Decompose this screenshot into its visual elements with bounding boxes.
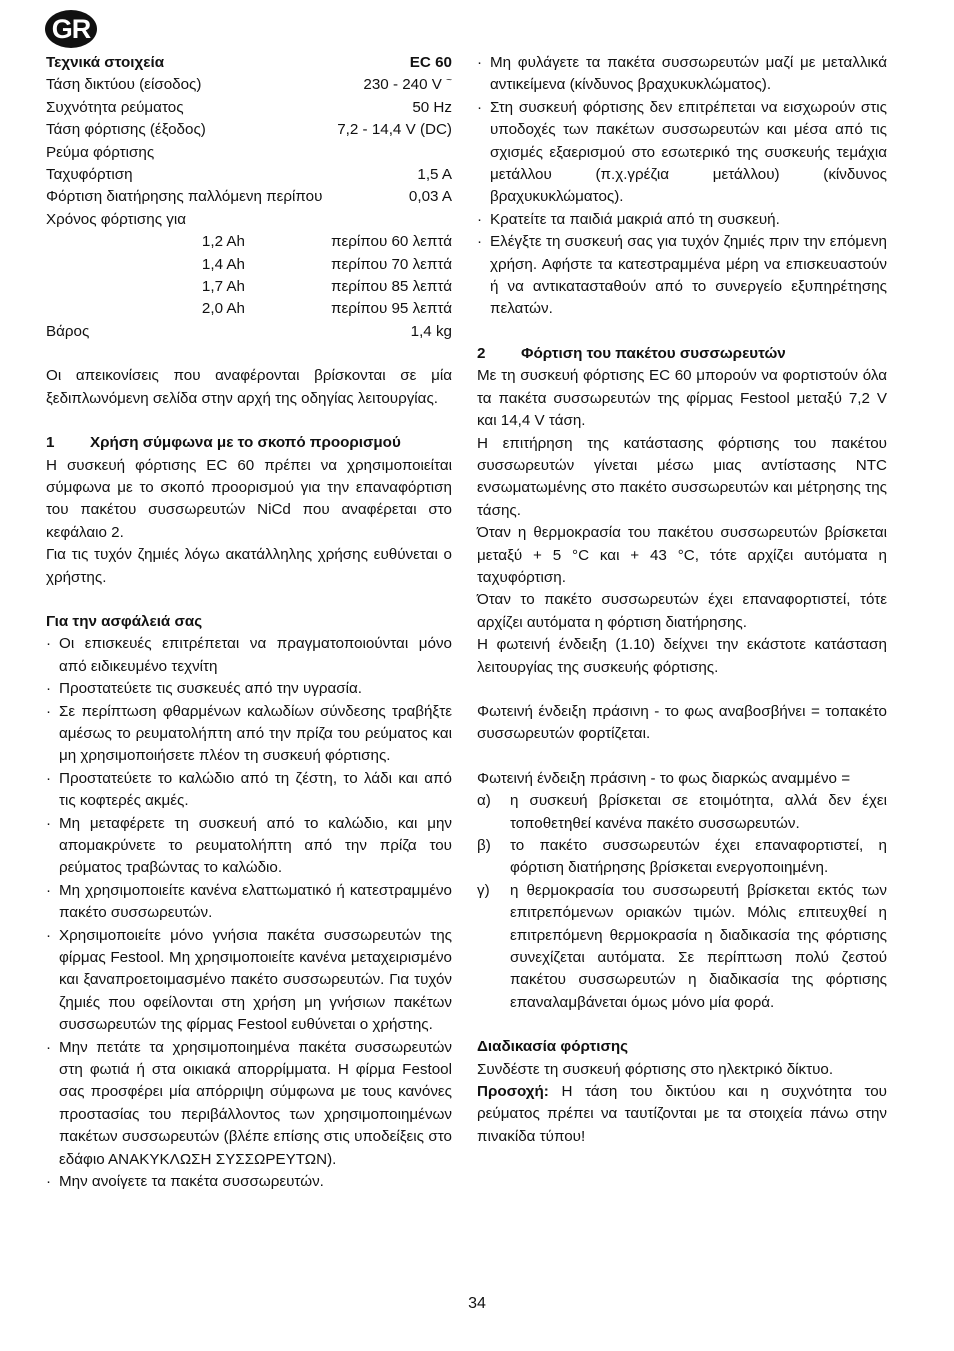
section-1-heading <box>46 432 452 454</box>
safety-item: · Προστατεύετε τις συσκευές από την υγρασία. <box>46 680 363 698</box>
charge-time: περίπου 95 λεπτά <box>330 300 452 318</box>
spec-value: 50 Hz <box>412 98 452 116</box>
charge-time: περίπου 70 λεπτά <box>330 255 452 273</box>
safety-item: · Μην ανοίγετε τα πακέτα συσσωρευτών. <box>46 1173 324 1191</box>
safety-item: · Ελέγξτε τη συσκευή σας για τυχόν ζημιές πριν την επόμενη χρήση. Αφήστε τα κατεστραμμένα μέρη να επισκευαστούν ή να αντικατασταθούν από το συνεργείο εξυπηρέτησης πελατών. <box>477 233 887 318</box>
charge-time-row <box>46 276 452 298</box>
section-title: Χρήση σύμφωνα με το σκοπό προορισμού <box>90 434 401 452</box>
capacity: 2,0 Ah <box>201 300 245 318</box>
spec-label: Ταχυφόρτιση <box>46 166 133 184</box>
spec-row <box>46 186 452 208</box>
spec-value: 7,2 - 14,4 V (DC) <box>337 121 452 139</box>
spec-row <box>46 209 452 231</box>
section-number: 1 <box>46 434 55 452</box>
spec-row <box>46 97 452 119</box>
capacity: 1,4 Ah <box>201 255 245 273</box>
capacity: 1,2 Ah <box>201 233 245 251</box>
charge-time: περίπου 85 λεπτά <box>330 278 452 296</box>
section-number: 2 <box>477 344 486 362</box>
list-item: α) η συσκευή βρίσκεται σε ετοιμότητα, αλλά δεν έχει τοποθετηθεί κανένα πακέτο συσσωρευτών. <box>477 792 887 832</box>
safety-item: · Οι επισκευές επιτρέπεται να πραγματοποιούνται μόνο από ειδικευμένο τεχνίτη <box>46 635 452 675</box>
indicator-steady: Φωτεινή ένδειξη πράσινη - το φως διαρκώς αναμμένο = <box>477 769 851 787</box>
safety-item: · Μη χρησιμοποιείτε κανένα ελαττωματικό ή κατεστραμμένο πακέτο συσσωρευτών. <box>46 881 452 922</box>
charge-time-row <box>46 231 452 253</box>
section-2-paragraph: Με τη συσκευή φόρτισης EC 60 μπορούν να φορτιστούν όλα τα πακέτα συσσωρευτών της φίρμας Festool μεταξύ 7,2 V και 14,4 V τάση. <box>477 367 887 430</box>
attention-label: Προσοχή: <box>477 1083 549 1101</box>
safety-item: · Προστατεύετε το καλώδιο από τη ζέστη, το λάδι και από τις κοφτερές ακμές. <box>46 769 452 810</box>
spec-row <box>46 142 452 164</box>
spec-label: Τάση φόρτισης (έξοδος) <box>46 121 206 139</box>
specs-model: EC 60 <box>409 54 452 71</box>
spec-label: Φόρτιση διατήρησης παλλόμενη περίπου <box>46 188 323 206</box>
left-column <box>46 52 452 1194</box>
section-1-paragraph: Για τις τυχόν ζημιές λόγω ακατάλληλης χρήσης ευθύνεται ο χρήστης. <box>46 546 452 586</box>
section-2-paragraph: Όταν η θερμοκρασία του πακέτου συσσωρευτών βρίσκεται μεταξύ + 5 °C και + 43 °C, τότε αρχίζει αυτόματα η ταχυφόρτιση. <box>477 524 887 586</box>
spec-value: 230 - 240 V ~ <box>363 75 452 94</box>
spec-value: 0,03 A <box>408 188 452 206</box>
safety-item: · Μη μεταφέρετε τη συσκευή από το καλώδιο, και μην απομακρύνετε το ρευματολήπτη από την πρίζα του ρεύματος τραβώντας το καλώδιο. <box>46 814 452 877</box>
spec-label: Συχνότητα ρεύματος <box>46 98 184 116</box>
spec-value: 1,5 A <box>417 166 452 184</box>
page-number: 34 <box>468 1295 486 1312</box>
spec-row <box>46 164 452 186</box>
safety-item: · Κρατείτε τα παιδιά μακριά από τη συσκευή. <box>477 210 780 228</box>
charge-time-row <box>46 254 452 276</box>
weight-label: Βάρος <box>46 322 90 340</box>
section-2-heading <box>477 343 887 365</box>
ac-symbol: ~ <box>446 75 452 87</box>
charge-time: περίπου 60 λεπτά <box>330 233 452 251</box>
list-item: β) το πακέτο συσσωρευτών έχει επαναφορτιστεί, η φόρτιση διατήρησης βρίσκεται ενεργοποιημένη. <box>477 837 887 877</box>
list-item: γ) η θερμοκρασία του συσσωρευτή βρίσκεται εκτός των επιτρεπόμενων οριακών τιμών. Μόλις επιτευχθεί η επιτρεπόμενη θερμοκρασία η διαδικασία της φόρτισης συνεχίζεται αυτόματα. Σε περίπτωση πολύ ζεστού πακέτου συσσωρευτών η διαδικασία της φόρτισης επαναλαμβάνεται όμως μόνο μία φορά. <box>477 881 887 1011</box>
attention-note <box>477 1081 887 1148</box>
safety-item: · Χρησιμοποιείτε μόνο γνήσια πακέτα συσσωρευτών της φίρμας Festool. Μη χρησιμοποιείτε κανένα μεταχειρισμένο και ξαναπροετοιμασμένο πακέτο συσσωρευτών. Για τυχόν ζημιές που οφείλονται στη χρήση μη γνήσιων πακέτων συσσωρευτών της φίρμας Festool ευθύνεται ο χρήστης. <box>46 926 452 1034</box>
weight-value: 1,4 kg <box>410 322 452 340</box>
weight-row <box>46 321 452 343</box>
specs-title: Τεχνικά στοιχεία <box>46 54 165 71</box>
spec-label: Ρεύμα φόρτισης <box>46 143 155 161</box>
section-1-paragraph: Η συσκευή φόρτισης EC 60 πρέπει να χρησιμοποιείται σύμφωνα με το σκοπό προορισμού για την επαναφόρτιση του πακέτου συσσωρευτών NiCd που αναφέρεται στο κεφάλαιο 2. <box>46 456 452 541</box>
section-title: Φόρτιση του πακέτου συσσωρευτών <box>521 344 786 362</box>
safety-item: · Μη φυλάγετε τα πακέτα συσσωρευτών μαζί με μεταλλικά αντικείμενα (κίνδυνος βραχυκυκλώματος). <box>477 54 887 94</box>
procedure-heading: Διαδικασία φόρτισης <box>477 1038 629 1056</box>
spec-row <box>46 74 452 96</box>
intro-paragraph: Οι απεικονίσεις που αναφέρονται βρίσκονται σε μία ξεδιπλωνόμενη σελίδα στην αρχή της οδηγίας λειτουργίας. <box>46 367 452 407</box>
capacity: 1,7 Ah <box>201 278 245 296</box>
section-2-paragraph: Όταν το πακέτο συσσωρευτών έχει επαναφορτιστεί, τότε αρχίζει αυτόματα η φόρτιση διατήρησης. <box>477 591 887 631</box>
safety-item: · Σε περίπτωση φθαρμένων καλωδίων σύνδεσης τραβήξτε αμέσως το ρευματολήπτη από την πρίζα του ρεύματος και μη χρησιμοποιήσετε πλέον τη συσκευή φόρτισης. <box>46 702 452 765</box>
safety-item: · Στη συσκευή φόρτισης δεν επιτρέπεται να εισχωρούν στις υποδοχές των πακέτων συσσωρευτών και μέσα από τις σχισμές εξαερισμού στο εσωτερικό της συσκευής τεμάχια μετάλλου (π.χ.γρέζια μετάλλου) (κίνδυνος βραχυκυκλώματος). <box>477 98 887 206</box>
charge-time-row <box>46 298 452 320</box>
language-badge: GR <box>45 10 97 48</box>
attention-text: Η τάση του δικτύου και η συχνότητα του ρεύματος πρέπει να ταυτίζονται με τα στοιχεία πάνω στην πινακίδα τύπου! <box>477 1083 887 1145</box>
specs-header <box>46 52 452 74</box>
indicator-blinking: Φωτεινή ένδειξη πράσινη - το φως αναβοσβήνει = τοπακέτο συσσωρευτών φορτίζεται. <box>477 702 887 743</box>
section-2-paragraph: Η επιτήρηση της κατάστασης φόρτισης του πακέτου συσσωρευτών γίνεται μέσω μιας αντίστασης NTC ενσωματωμένης στο πακέτο συσσωρευτών και μέτρησης της τάσης. <box>477 434 887 519</box>
safety-item: · Μην πετάτε τα χρησιμοποιημένα πακέτα συσσωρευτών στη φωτιά ή στα οικιακά απορρίμματα. Η φίρμα Festool σας προσφέρει μία απόρριψη σύμφωνα με τους κανόνες προστασίας του περιβάλλοντος των χρησιμοποιημένων πακέτων συσσωρευτών (βλέπε επίσης στις υποδείξεις στο εδάφιο ΑΝΑΚΥΚΛΩΣΗ ΣΥΣΣΩΡΕΥΤΩΝ). <box>46 1038 452 1168</box>
spec-label: Τάση δικτύου (είσοδος) <box>46 76 202 94</box>
procedure-paragraph: Συνδέστε τη συσκευή φόρτισης στο ηλεκτρικό δίκτυο. <box>477 1060 834 1078</box>
spec-label: Χρόνος φόρτισης για <box>46 210 186 228</box>
spec-row <box>46 119 452 141</box>
safety-heading: Για την ασφάλειά σας <box>46 612 203 630</box>
right-column <box>477 52 887 1148</box>
section-2-paragraph: Η φωτεινή ένδειξη (1.10) δείχνει την εκάστοτε κατάσταση λειτουργίας της συσκευής φόρτισης. <box>477 636 887 676</box>
